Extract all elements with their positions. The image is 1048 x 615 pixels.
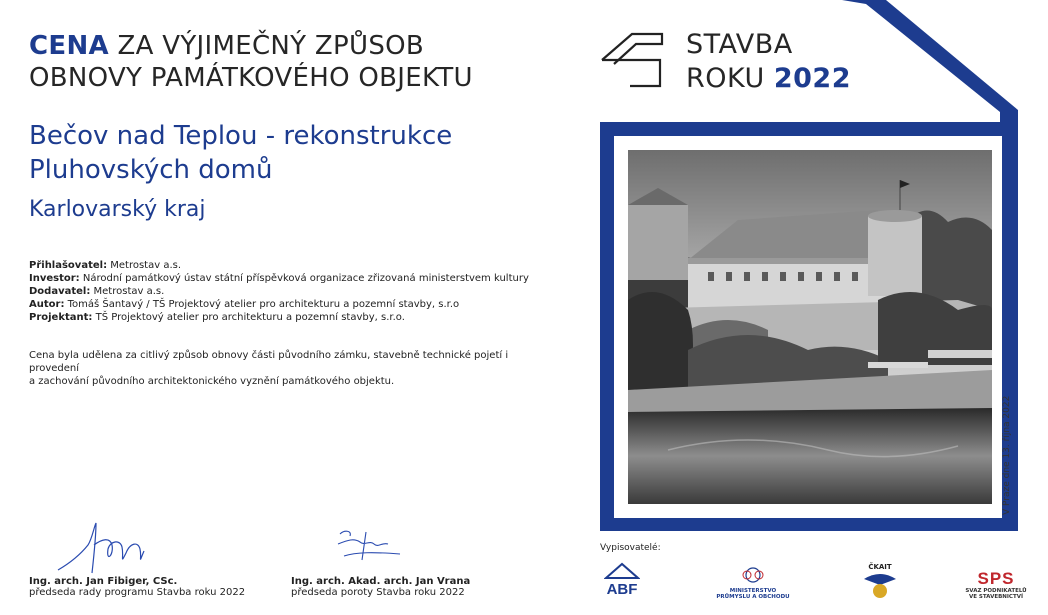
signatory-role: předseda rady programu Stavba roku 2022 bbox=[29, 587, 246, 598]
castle-photo bbox=[628, 150, 992, 504]
signatory-name: Ing. arch. Akad. arch. Jan Vrana bbox=[291, 576, 471, 587]
detail-value: Metrostav a.s. bbox=[110, 260, 182, 271]
ckait-emblem-icon bbox=[860, 571, 900, 601]
detail-value: Národní památkový ústav státní příspěvková organizace zřizovaná ministerstvem kultury bbox=[82, 273, 529, 284]
project-region: Karlovarský kraj bbox=[29, 197, 206, 222]
ministry-emblem-icon bbox=[716, 566, 790, 584]
sps-text: SPS bbox=[977, 569, 1015, 588]
brand-line1: STAVBA bbox=[686, 29, 793, 60]
detail-label: Projektant: bbox=[29, 312, 93, 323]
signatory-role: předseda poroty Stavba roku 2022 bbox=[291, 587, 465, 598]
award-title-line2: OBNOVY PAMÁTKOVÉHO OBJEKTU bbox=[29, 63, 473, 93]
detail-value: Metrostav a.s. bbox=[93, 286, 165, 297]
stavba-roku-logo-icon bbox=[600, 30, 664, 90]
ministry-text1: MINISTERSTVO bbox=[729, 588, 777, 594]
description-line1: Cena byla udělena za citlivý způsob obnovy části původního zámku, stavebně technické pojetí i provedení bbox=[29, 350, 509, 374]
detail-value: Tomáš Šantavý / TŠ Projektový atelier pro architekturu a pozemní stavby, s.r.o bbox=[67, 299, 460, 310]
detail-label: Autor: bbox=[29, 299, 65, 310]
brand-year: 2022 bbox=[773, 63, 852, 94]
signatory-name: Ing. arch. Jan Fibiger, CSc. bbox=[29, 576, 178, 587]
place-date: V Praze dne 13. října 2022 bbox=[1002, 395, 1012, 515]
ministry-text2: PRŮMYSLU A OBCHODU bbox=[716, 594, 790, 600]
sps-logo bbox=[964, 570, 1028, 600]
ckait-logo bbox=[860, 563, 900, 605]
project-name-line1: Bečov nad Teplou - rekonstrukce bbox=[29, 121, 453, 151]
issuers-label: Vypisovatelé: bbox=[600, 543, 661, 553]
abf-logo-icon bbox=[604, 562, 640, 602]
brand-line2: ROKU bbox=[686, 63, 765, 94]
sps-sub2: VE STAVEBNICTVÍ bbox=[968, 594, 1024, 600]
sps-sub1: SVAZ PODNIKATELŮ bbox=[965, 588, 1027, 594]
detail-label: Investor: bbox=[29, 273, 80, 284]
award-title-bold: CENA bbox=[29, 31, 109, 61]
detail-label: Dodavatel: bbox=[29, 286, 91, 297]
abf-logo-text: ABF bbox=[606, 581, 638, 598]
ministry-logo bbox=[716, 566, 790, 600]
award-title-line1: ZA VÝJIMEČNÝ ZPŮSOB bbox=[117, 31, 425, 61]
project-name-line2: Pluhovských domů bbox=[29, 155, 273, 185]
ckait-text: ČKAIT bbox=[868, 563, 892, 571]
description-line2: a zachování původního architektonického vyznění památkového objektu. bbox=[29, 376, 395, 387]
detail-value: TŠ Projektový atelier pro architekturu a pozemní stavby, s.r.o. bbox=[95, 312, 405, 323]
detail-label: Přihlašovatel: bbox=[29, 260, 108, 271]
stavba-roku-brand bbox=[686, 28, 851, 96]
